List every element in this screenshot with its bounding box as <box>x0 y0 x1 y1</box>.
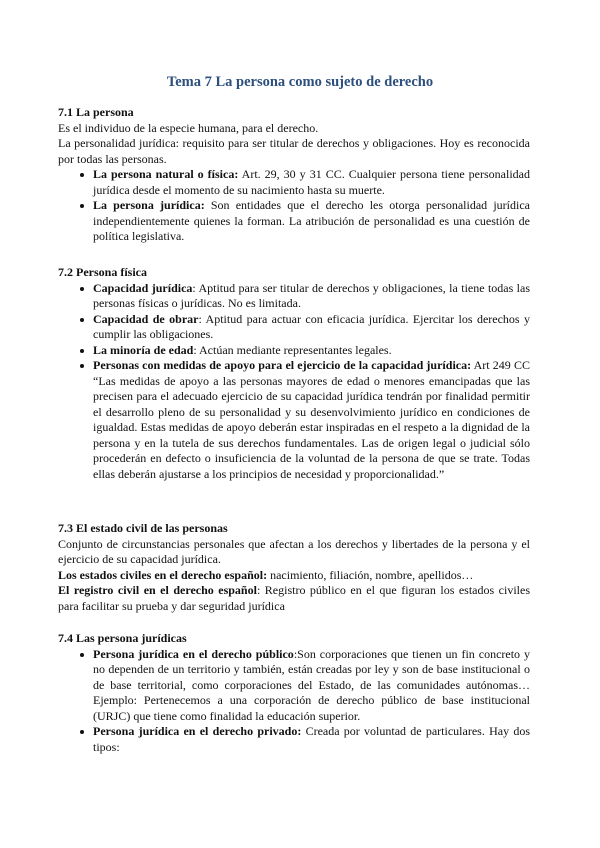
list-item <box>58 724 530 755</box>
section-persona-fisica <box>58 265 530 482</box>
list-item-text: : Aptitud para ser titular de derechos y obligaciones, la tiene todas las personas físicas o jurídicas. No es limitada. <box>93 280 530 310</box>
list-item-term: Capacidad jurídica <box>93 280 193 295</box>
list-item-text: : Aptitud para actuar con eficacia jurídica. Ejercitar los derechos y cumplir las obligaciones. <box>93 311 530 341</box>
list-item <box>58 647 530 725</box>
list-item-term: Persona jurídica en el derecho privado: <box>93 724 302 738</box>
paragraph-term: Los estados civiles en el derecho español: <box>58 567 268 582</box>
list-item-text: :Son corporaciones que tienen un fin concreto y no dependen de un territorio y también, están creadas por ley y son de base institucional o de base territorial, como corporaciones del Estado, de las comunidades autónomas… Ejemplo: Pertenecemos a una corporación de derecho público de base institucional (URJC) que tiene como finalidad la educación superior. <box>93 646 530 723</box>
section-heading: 7.3 El estado civil de las personas <box>58 521 228 535</box>
list-item-term: La persona natural o física: <box>93 167 239 181</box>
paragraph-term: El registro civil en el derecho español <box>58 583 257 597</box>
list-item-text: : Actúan mediante representantes legales. <box>193 342 392 357</box>
list-item <box>58 281 530 312</box>
section-estado-civil <box>58 521 530 614</box>
list-item-text: Son entidades que el derecho les otorga personalidad jurídica independientemente quienes la forman. La atribución de personalidad es una cuestión de política legislativa. <box>93 198 530 243</box>
paragraph: Es el individuo de la especie humana, para el derecho. <box>58 120 319 135</box>
bullet-list <box>58 167 530 245</box>
paragraph-text: nacimiento, filiación, nombre, apellidos… <box>267 567 474 582</box>
paragraph: La personalidad jurídica: requisito para ser titular de derechos y obligaciones. Hoy es reconocida por todas las personas. <box>58 136 530 166</box>
section-la-persona <box>58 105 530 245</box>
list-item-term: La persona jurídica: <box>93 198 205 212</box>
section-personas-juridicas <box>58 631 530 755</box>
list-item <box>58 167 530 198</box>
paragraph <box>58 568 530 584</box>
paragraph: Conjunto de circunstancias personales que afectan a los derechos y libertades de la persona y el ejercicio de su capacidad jurídica. <box>58 536 530 566</box>
list-item <box>58 198 530 245</box>
paragraph <box>58 583 530 614</box>
list-item-term: La minoría de edad <box>93 342 194 357</box>
section-heading: 7.2 Persona física <box>58 265 147 279</box>
list-item <box>58 343 530 359</box>
document-title: Tema 7 La persona como sujeto de derecho <box>166 74 434 90</box>
list-item-term: Personas con medidas de apoyo para el ejercicio de la capacidad jurídica: <box>93 358 472 372</box>
section-heading: 7.4 Las persona jurídicas <box>58 631 187 645</box>
list-item-term: Capacidad de obrar <box>93 311 199 326</box>
bullet-list <box>58 281 530 483</box>
list-item-text: Art 249 CC “Las medidas de apoyo a las personas mayores de edad o menores emancipadas que las precisen para el adecuado ejercicio de su capacidad jurídica tendrán por finalidad permitir el desarrollo pleno de su personalidad y su desenvolvimiento jurídico en condiciones de igualdad. Estas medidas de apoyo deberán estar inspiradas en el respeto a la dignidad de la persona y en la tutela de sus derechos fundamentales. Las de origen legal o judicial sólo procederán en defecto o insuficiencia de la voluntad de la persona de que se trate. Todas ellas deberán ajustarse a los principios de necesidad y proporcionalidad.” <box>93 358 531 481</box>
section-heading: 7.1 La persona <box>58 105 134 119</box>
paragraph-text: : Registro público en el que figuran los estados civiles para facilitar su prueba y dar seguridad jurídica <box>58 583 530 613</box>
list-item <box>58 312 530 343</box>
list-item <box>58 358 530 482</box>
list-item-text: Art. 29, 30 y 31 CC. Cualquier persona tiene personalidad jurídica desde el momento de su nacimiento hasta su muerte. <box>93 167 530 197</box>
bullet-list <box>58 647 530 756</box>
list-item-term: Persona jurídica en el derecho público <box>93 646 294 661</box>
list-item-text: Creada por voluntad de particulares. Hay dos tipos: <box>93 724 530 754</box>
